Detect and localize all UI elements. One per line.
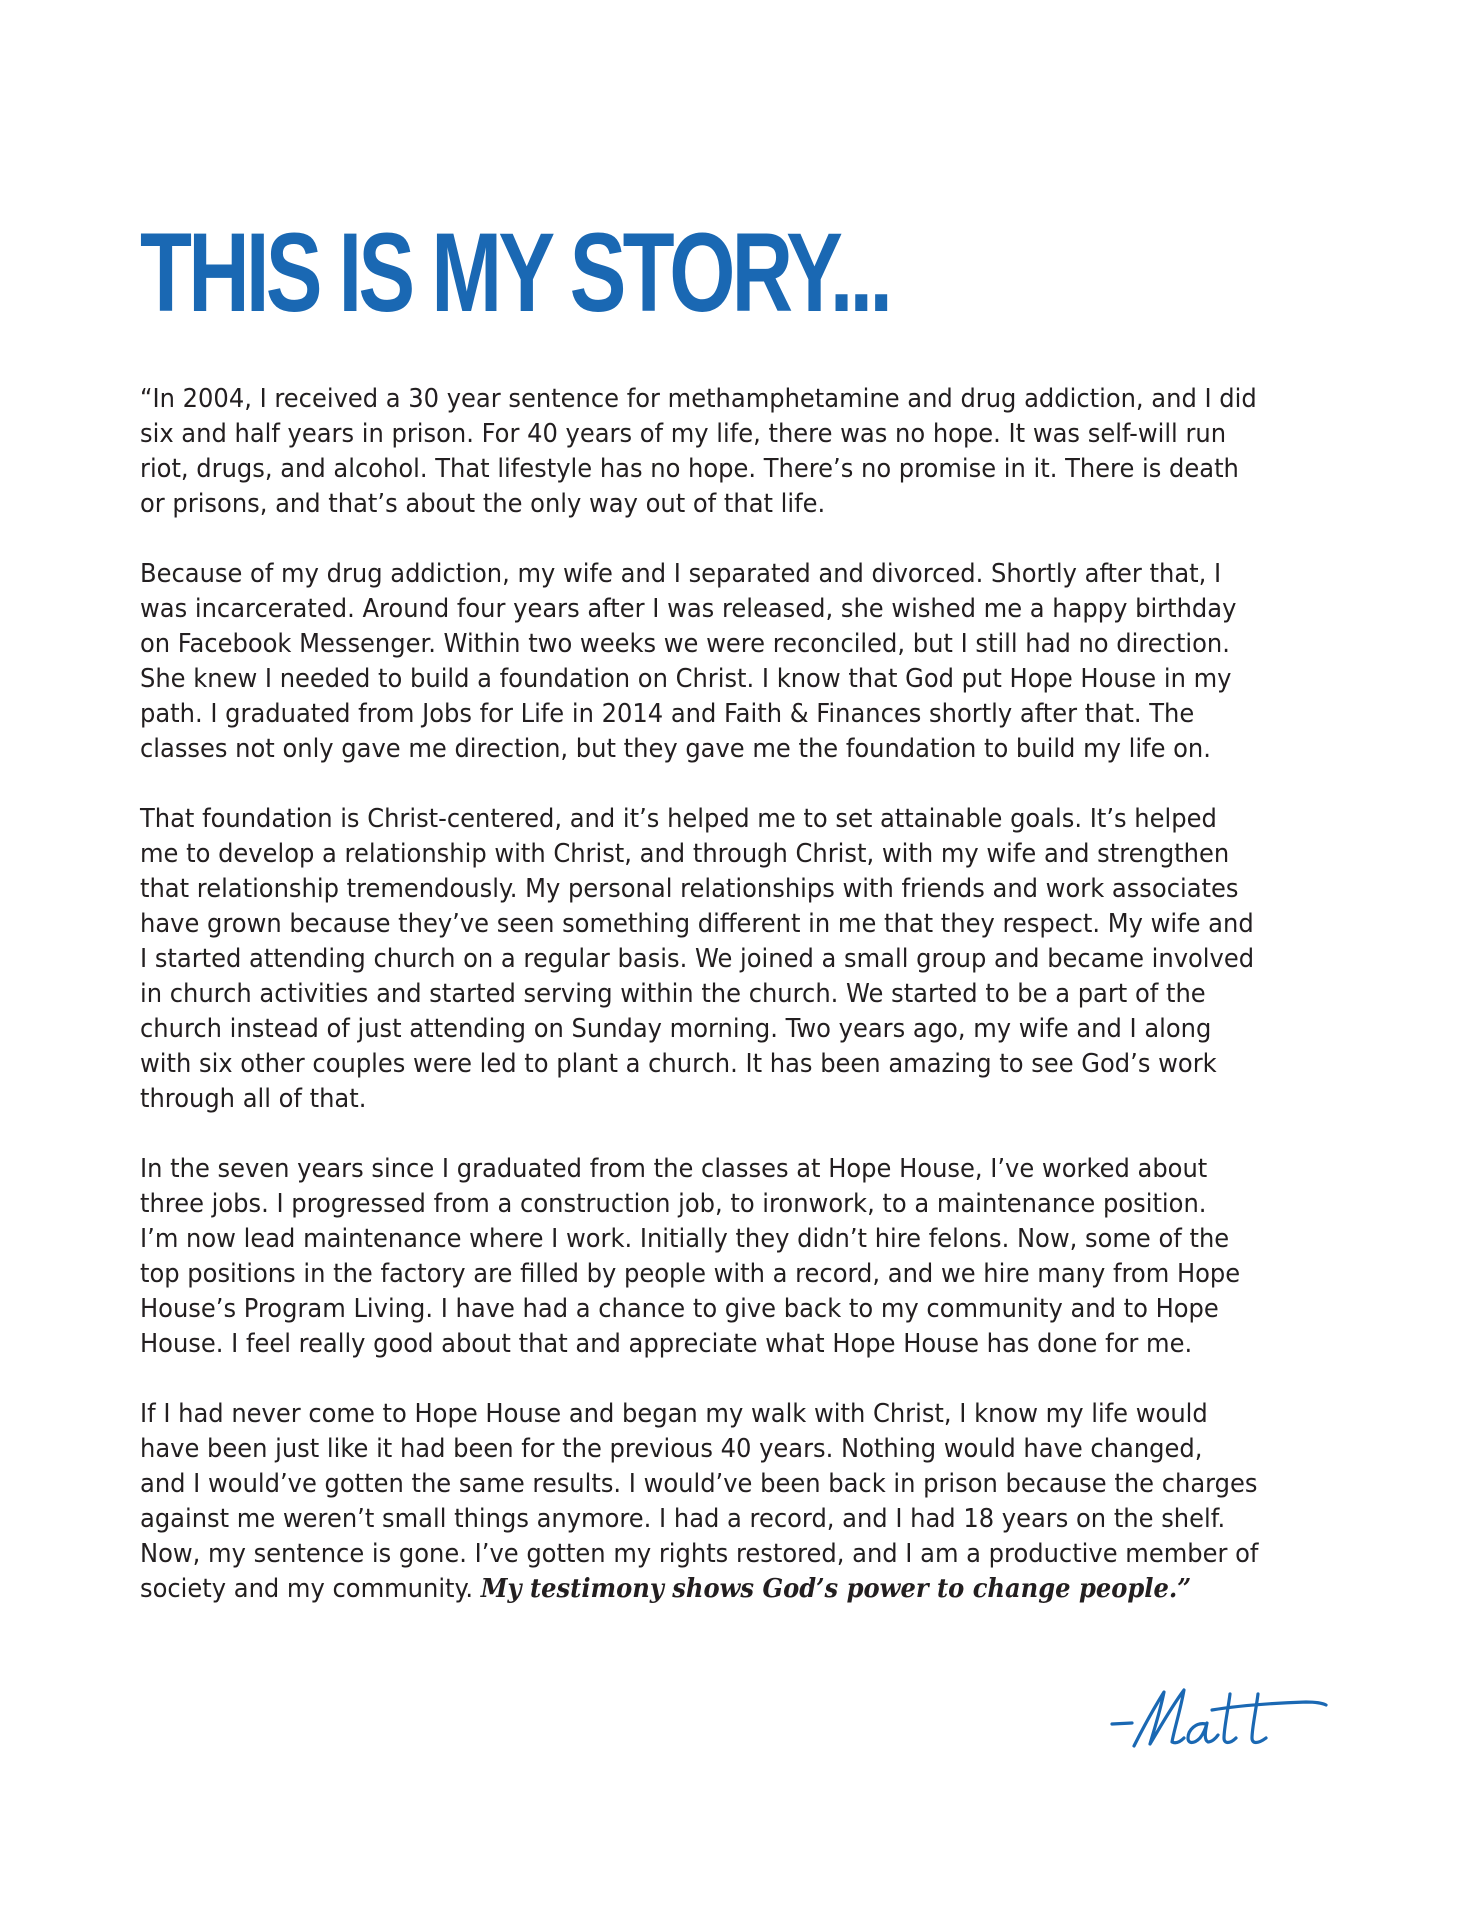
signature-matt [1110,1672,1340,1762]
text-line: in church activities and started serving within the church. We started to be a part of the [140,979,1206,1009]
testimony-emphasis: My testimony shows God’s power to change people.” [480,1574,1192,1604]
text-line: or prisons, and that’s about the only way out of that life. [140,489,826,519]
text-line: through all of that. [140,1084,367,1114]
text-line: three jobs. I progressed from a construction job, to ironwork, to a maintenance position. [140,1189,1207,1219]
text-line: I’m now lead maintenance where I work. Initially they didn’t hire felons. Now, some of the [140,1224,1230,1254]
text-line: Because of my drug addiction, my wife and I separated and divorced. Shortly after that, I [140,559,1222,589]
text-line: have been just like it had been for the previous 40 years. Nothing would have changed, [140,1434,1203,1464]
text-line: That foundation is Christ-centered, and it’s helped me to set attainable goals. It’s helped [140,804,1217,834]
text-line-final [140,1572,1265,1607]
text-line: me to develop a relationship with Christ, and through Christ, with my wife and strengthen [140,839,1230,869]
page-title: THIS IS MY STORY... [140,210,890,335]
text-line: top positions in the factory are filled by people with a record, and we hire many from Hope [140,1259,1241,1289]
text-line: path. I graduated from Jobs for Life in 2014 and Faith & Finances shortly after that. The [140,699,1195,729]
text-line: “In 2004, I received a 30 year sentence for methamphetamine and drug addiction, and I did [140,384,1257,414]
text-line: She knew I needed to build a foundation on Christ. I know that God put Hope House in my [140,664,1232,694]
paragraph-3 [140,802,1350,1117]
paragraph-1 [140,382,1350,522]
paragraph-5 [140,1397,1350,1607]
closing-text: society and my community. [140,1574,481,1604]
paragraph-4 [140,1152,1350,1362]
text-line: church instead of just attending on Sunday morning. Two years ago, my wife and I along [140,1014,1212,1044]
text-line: I started attending church on a regular basis. We joined a small group and became involved [140,944,1255,974]
text-line: and I would’ve gotten the same results. I would’ve been back in prison because the charges [140,1469,1258,1499]
story-body [140,382,1350,1642]
text-line: In the seven years since I graduated from the classes at Hope House, I’ve worked about [140,1154,1208,1184]
text-line: House. I feel really good about that and appreciate what Hope House has done for me. [140,1329,1193,1359]
text-line: Now, my sentence is gone. I’ve gotten my rights restored, and I am a productive member of [140,1539,1259,1569]
text-line: on Facebook Messenger. Within two weeks we were reconciled, but I still had no direction. [140,629,1230,659]
text-line: House’s Program Living. I have had a chance to give back to my community and to Hope [140,1294,1219,1324]
text-line: with six other couples were led to plant a church. It has been amazing to see God’s work [140,1049,1217,1079]
text-line: riot, drugs, and alcohol. That lifestyle has no hope. There’s no promise in it. There is death [140,454,1239,484]
text-line: six and half years in prison. For 40 years of my life, there was no hope. It was self-will run [140,419,1227,449]
paragraph-2 [140,557,1350,767]
text-line: have grown because they’ve seen something different in me that they respect. My wife and [140,909,1254,939]
text-line: classes not only gave me direction, but they gave me the foundation to build my life on. [140,734,1211,764]
text-line: that relationship tremendously. My personal relationships with friends and work associates [140,874,1239,904]
text-line: against me weren’t small things anymore. I had a record, and I had 18 years on the shelf. [140,1504,1226,1534]
text-line: If I had never come to Hope House and began my walk with Christ, I know my life would [140,1399,1208,1429]
text-line: was incarcerated. Around four years after I was released, she wished me a happy birthday [140,594,1237,624]
